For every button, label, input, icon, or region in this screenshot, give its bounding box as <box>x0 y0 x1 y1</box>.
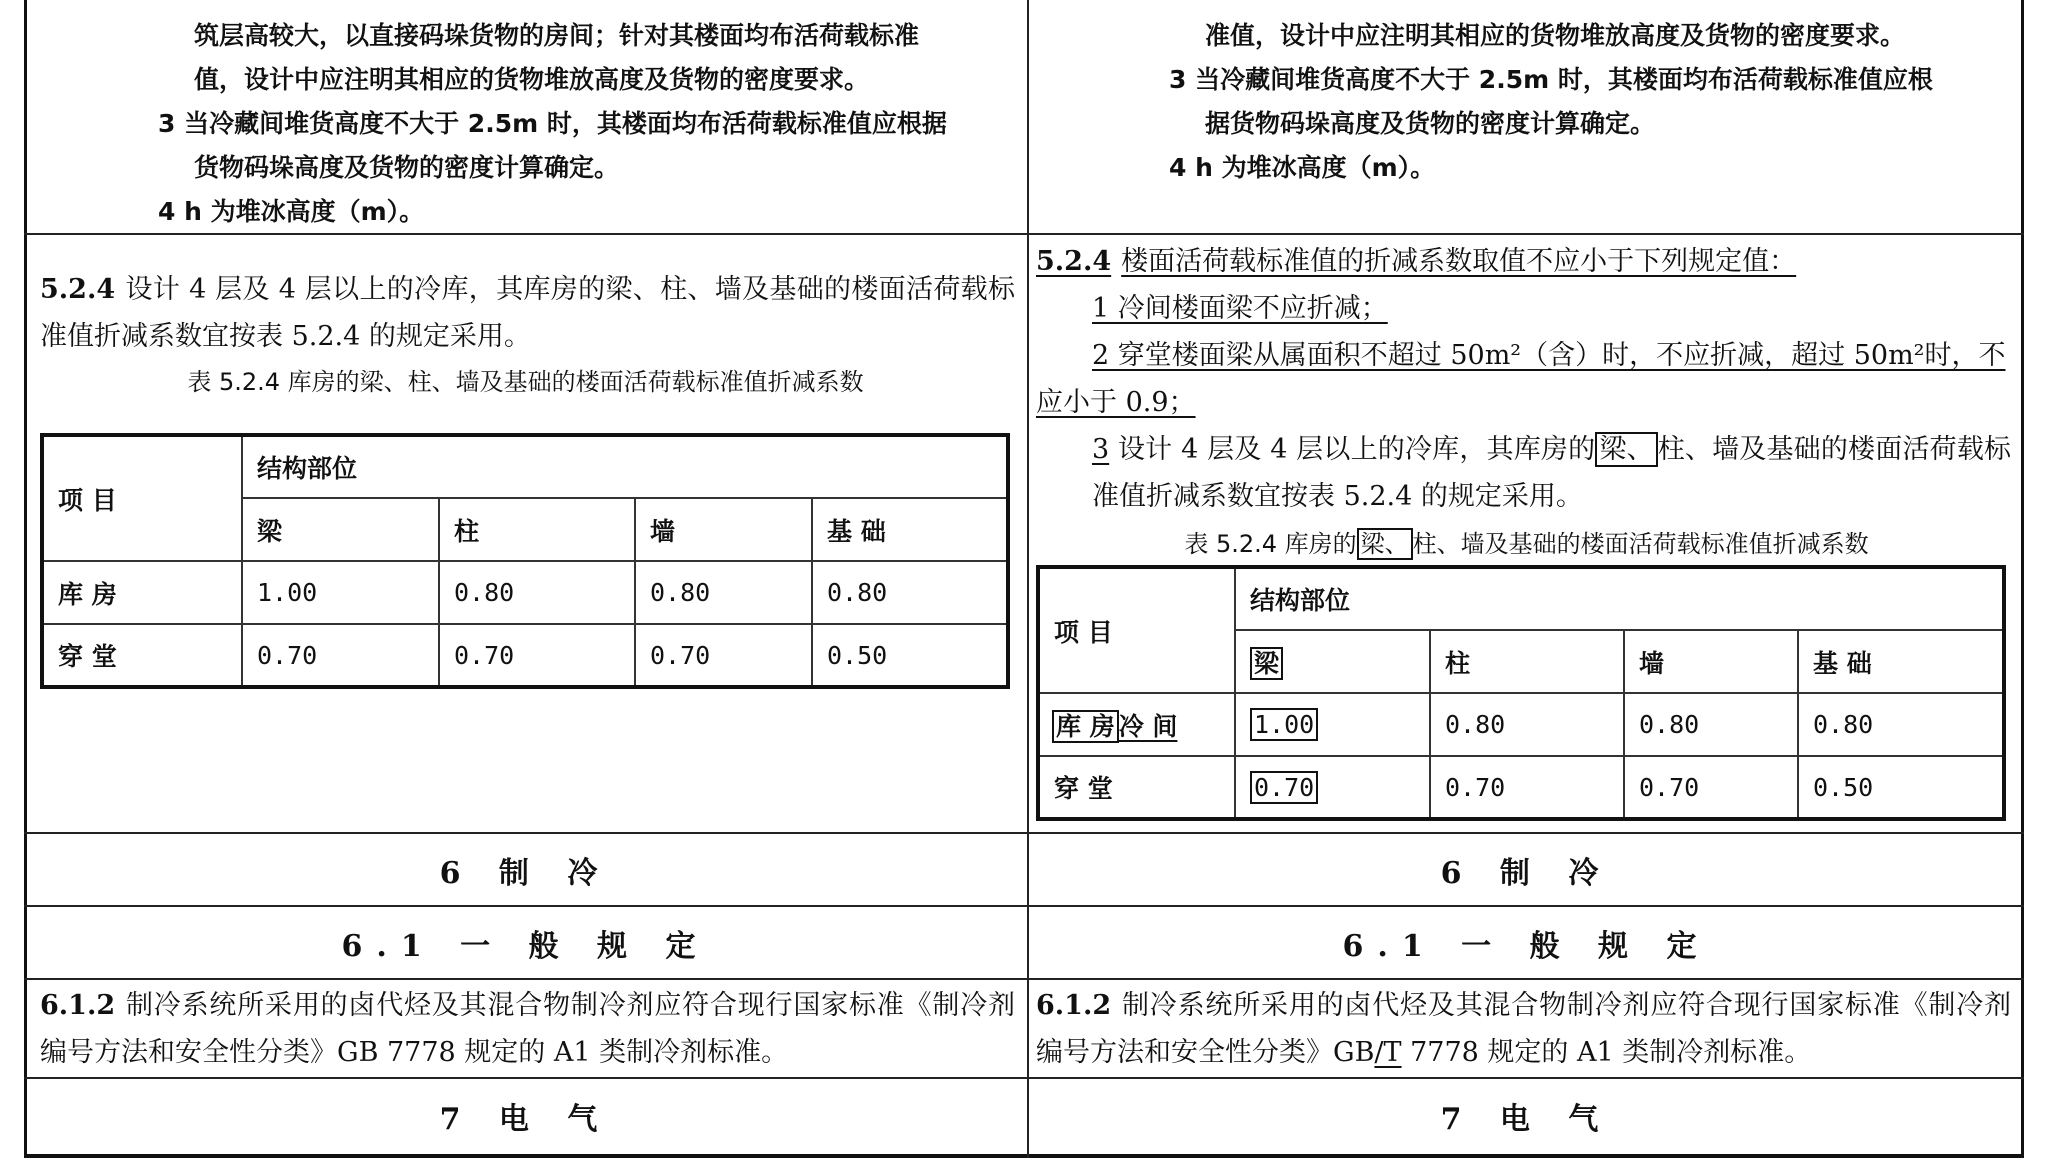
clause-item-2a: 2 穿堂楼面梁从属面积不超过 50m²（含）时，不应折减，超过 50m²时，不 <box>1092 340 2006 371</box>
inserted-text: /T <box>1374 1037 1402 1068</box>
row-divider <box>24 832 2024 834</box>
right-section-7-heading: 7 电 气 <box>1440 1102 1613 1137</box>
item-header: 项 目 <box>1038 567 1235 693</box>
right-section-6-heading: 6 制 冷 <box>1440 856 1613 891</box>
cell-value: 0.70 <box>1430 756 1624 819</box>
left-table-caption: 表 5.2.4 库房的梁、柱、墙及基础的楼面活荷载标准值折减系数 <box>187 368 864 396</box>
cell-value: 0.80 <box>635 561 812 624</box>
clause-number: 6.1.2 <box>1036 990 1112 1021</box>
clause-text-b: 7778 规定的 A1 类制冷剂标准。 <box>1401 1037 1812 1068</box>
cell-value: 0.70 <box>439 624 635 687</box>
cell-value: 0.50 <box>1798 756 2004 819</box>
right-top-notes <box>1029 14 2024 190</box>
item-3-text-b: 柱、墙及基础的楼面活荷载标准值折减系数宜按表 5.2.4 的规定采用。 <box>1092 434 2012 512</box>
note-line: 值，设计中应注明其相应的货物堆放高度及货物的密度要求。 <box>194 65 870 94</box>
clause-item-1: 1 冷间楼面梁不应折减； <box>1092 293 1388 324</box>
caption-a: 表 5.2.4 库房的 <box>1184 530 1357 558</box>
cell-value: 0.50 <box>812 624 1008 687</box>
table-row <box>1038 756 2004 819</box>
col-header: 基 础 <box>812 498 1008 561</box>
cell-value: 0.80 <box>439 561 635 624</box>
boxed-text: 库 房 <box>1052 710 1119 743</box>
boxed-text: 1.00 <box>1250 708 1318 741</box>
cell-value: 1.00 <box>242 561 439 624</box>
note-line: 4 h 为堆冰高度（m）。 <box>1169 153 1436 182</box>
clause-item-3 <box>1036 426 2011 520</box>
col-header: 柱 <box>1430 630 1624 693</box>
cell-value: 0.80 <box>812 561 1008 624</box>
comparison-frame <box>24 0 2024 1158</box>
left-coefficient-table <box>40 433 1010 689</box>
clause-number: 5.2.4 <box>40 274 116 305</box>
clause-item-2b: 应小于 0.9； <box>1036 387 1196 418</box>
row-name: 库 房 <box>42 561 242 624</box>
boxed-text: 梁 <box>1250 647 1283 680</box>
item-header: 项 目 <box>42 435 242 561</box>
table-row <box>1038 693 2004 756</box>
cell-value <box>1235 756 1430 819</box>
clause-text: 设计 4 层及 4 层以上的冷库，其库房的梁、柱、墙及基础的楼面活荷载标准值折减系数宜按表 5.2.4 的规定采用。 <box>40 274 1015 352</box>
right-clause-612 <box>1036 982 2011 1076</box>
left-section-6-heading: 6 制 冷 <box>439 856 612 891</box>
right-clause-524 <box>1036 238 2011 520</box>
inserted-text: 冷 间 <box>1118 711 1178 741</box>
col-header <box>1235 630 1430 693</box>
row-name: 穿 堂 <box>42 624 242 687</box>
group-header: 结构部位 <box>242 435 1008 498</box>
cell-value: 0.70 <box>1624 756 1798 819</box>
row-divider <box>24 978 2024 980</box>
cell-value: 0.70 <box>635 624 812 687</box>
note-line: 3 当冷藏间堆货高度不大于 2.5m 时，其楼面均布活荷载标准值应根 <box>1169 65 1933 94</box>
left-clause-612 <box>40 982 1015 1076</box>
col-header: 梁 <box>242 498 439 561</box>
table-row <box>42 624 1008 687</box>
note-line: 4 h 为堆冰高度（m）。 <box>158 197 425 226</box>
clause-number: 5.2.4 <box>1036 246 1112 277</box>
row-divider <box>24 1077 2024 1079</box>
note-line: 据货物码垛高度及货物的密度计算确定。 <box>1205 109 1656 138</box>
table-row <box>42 561 1008 624</box>
note-line: 货物码垛高度及货物的密度计算确定。 <box>194 153 620 182</box>
clause-number: 6.1.2 <box>40 990 116 1021</box>
cell-value: 0.70 <box>242 624 439 687</box>
note-line: 3 当冷藏间堆货高度不大于 2.5m 时，其楼面均布活荷载标准值应根据 <box>158 109 947 138</box>
right-table-caption <box>1029 524 2024 559</box>
left-section-61-heading: 6.1 一 般 规 定 <box>341 929 710 964</box>
boxed-text: 梁、 <box>1595 432 1657 467</box>
item-3-number: 3 <box>1092 434 1110 465</box>
left-top-notes <box>24 14 1027 234</box>
row-name: 穿 堂 <box>1038 756 1235 819</box>
clause-text: 制冷系统所采用的卤代烃及其混合物制冷剂应符合现行国家标准《制冷剂编号方法和安全性分类》GB 7778 规定的 A1 类制冷剂标准。 <box>40 990 1015 1068</box>
right-section-61-heading: 6.1 一 般 规 定 <box>1342 929 1711 964</box>
cell-value <box>1235 693 1430 756</box>
left-section-7-heading: 7 电 气 <box>439 1102 612 1137</box>
left-clause-524 <box>40 266 1015 360</box>
group-header: 结构部位 <box>1235 567 2004 630</box>
col-header: 墙 <box>1624 630 1798 693</box>
clause-text-a: 制冷系统所采用的卤代烃及其混合物制冷剂应符合现行国家标准《制冷剂编号方法和安全性分类》GB <box>1036 990 2011 1068</box>
boxed-text: 0.70 <box>1250 771 1318 804</box>
col-header: 墙 <box>635 498 812 561</box>
cell-value: 0.80 <box>1430 693 1624 756</box>
col-header: 基 础 <box>1798 630 2004 693</box>
row-name <box>1038 693 1235 756</box>
caption-b: 柱、墙及基础的楼面活荷载标准值折减系数 <box>1412 530 1869 558</box>
boxed-text: 梁、 <box>1357 528 1413 560</box>
frame-bottom-border <box>24 1154 2024 1158</box>
cell-value: 0.80 <box>1798 693 2004 756</box>
note-line: 筑层高较大，以直接码垛货物的房间；针对其楼面均布活荷载标准 <box>194 21 920 50</box>
clause-lead-line <box>1036 238 2011 285</box>
row-divider <box>24 905 2024 907</box>
note-line: 准值，设计中应注明其相应的货物堆放高度及货物的密度要求。 <box>1205 21 1906 50</box>
clause-lead: 楼面活荷载标准值的折减系数取值不应小于下列规定值： <box>1121 246 1797 277</box>
col-header: 柱 <box>439 498 635 561</box>
cell-value: 0.80 <box>1624 693 1798 756</box>
item-3-text-a: 设计 4 层及 4 层以上的冷库，其库房的 <box>1109 434 1596 465</box>
right-coefficient-table <box>1036 565 2006 821</box>
